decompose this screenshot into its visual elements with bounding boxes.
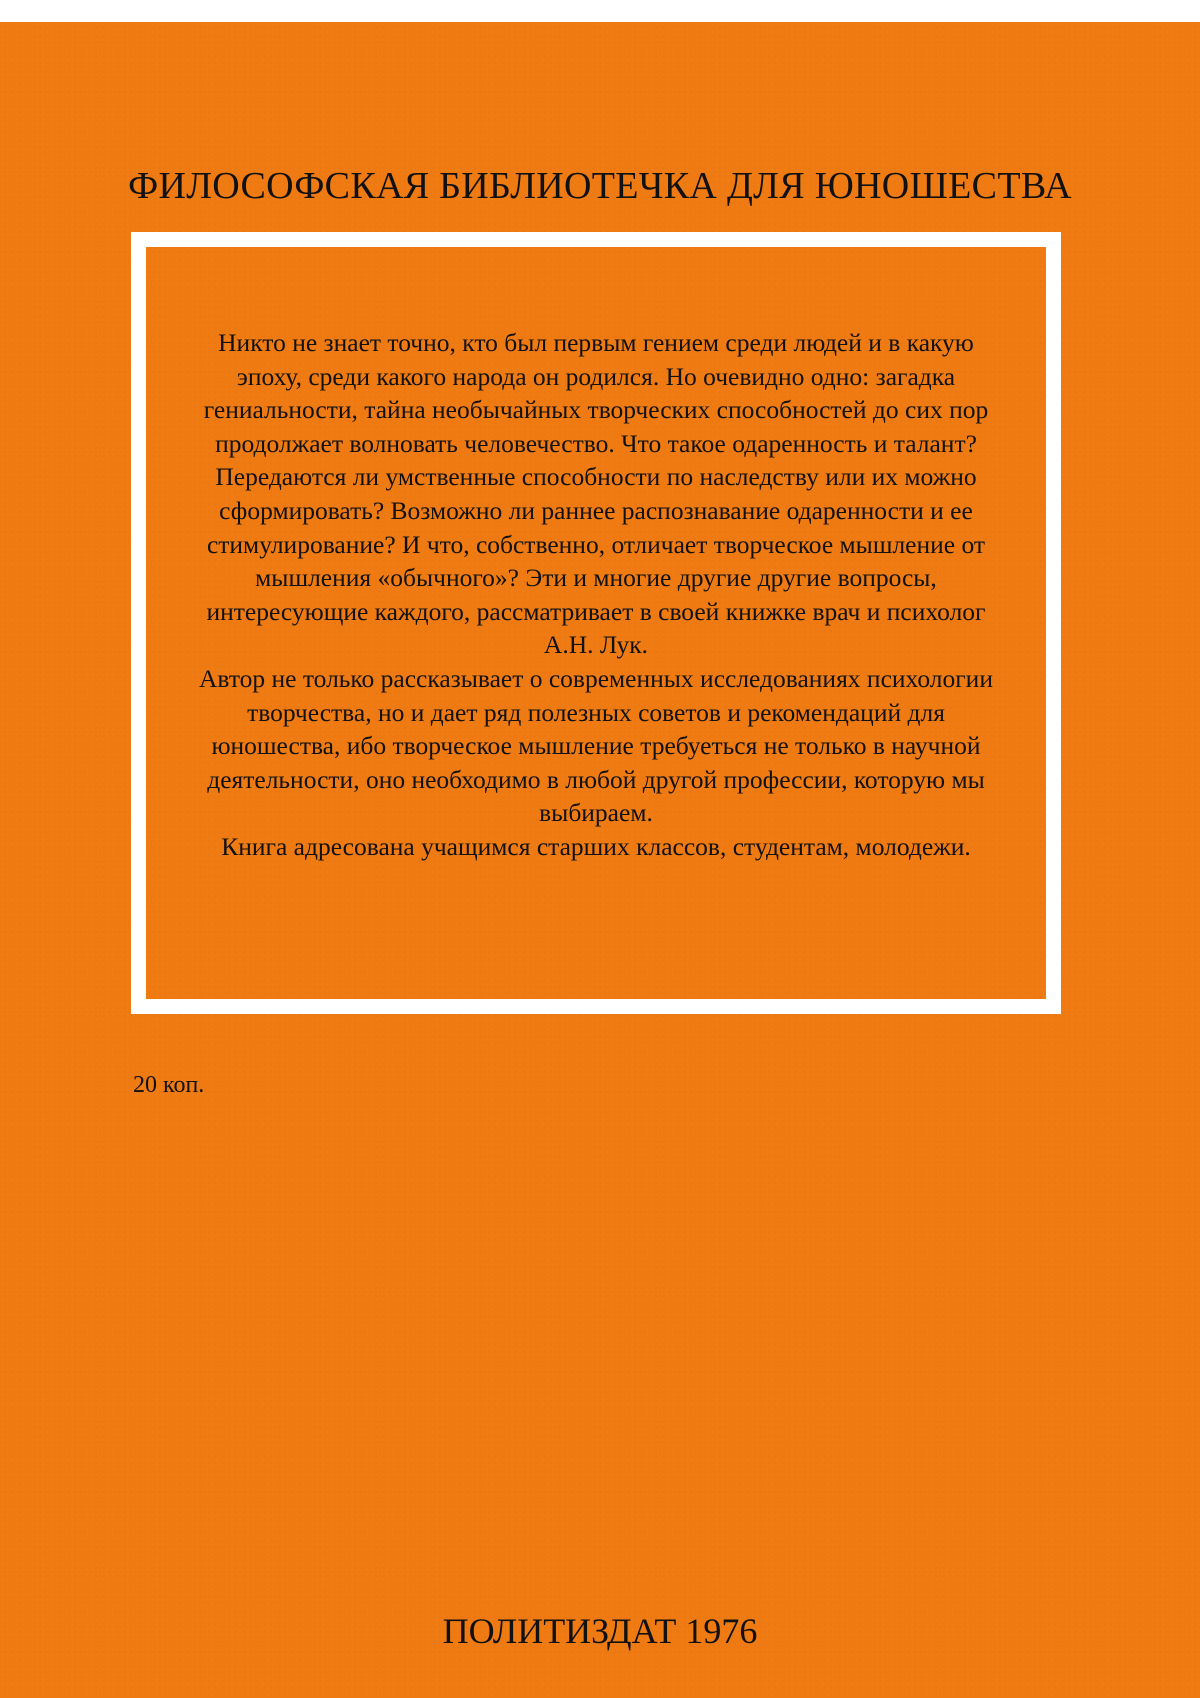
series-title: ФИЛОСОФСКАЯ БИБЛИОТЕЧКА ДЛЯ ЮНОШЕСТВА (128, 165, 1072, 207)
blurb-paragraph-2: Автор не только рассказывает о современных исследованиях психологии творчества, но и дает ряд полезных советов и рекомендаций для юношества, ибо творческое мышление требуеться не только в научной деятельности, оно необходимо в любой другой профессии, которую мы выбираем. (199, 663, 993, 828)
book-back-cover (0, 22, 1200, 1698)
blurb-paragraph-1: Никто не знает точно, кто был первым гением среди людей и в какую эпоху, среди какого народа он родился. Но очевидно одно: загадка гениальности, тайна необычайных творческих способностей до сих пор продолжает волновать человечество. Что такое одаренность и талант? Передаются ли умственные способности по наследству или их можно сформировать? Возможно ли раннее распознавание одаренности и ее стимулирование? И что, собственно, отличает творческое мышление от мышления «обычного»? Эти и многие другие другие вопросы, интересующие каждого, рассматривает в своей книжке врач и психолог А.Н. Лук. (203, 328, 989, 660)
publisher-imprint: ПОЛИТИЗДАТ 1976 (442, 1611, 758, 1651)
blurb-frame (131, 232, 1061, 1014)
blurb-paragraph-3: Книга адресована учащимся старших классов, студентам, молодежи. (221, 831, 971, 861)
blurb-text (186, 326, 1006, 864)
price-label: 20 коп. (133, 1072, 205, 1098)
